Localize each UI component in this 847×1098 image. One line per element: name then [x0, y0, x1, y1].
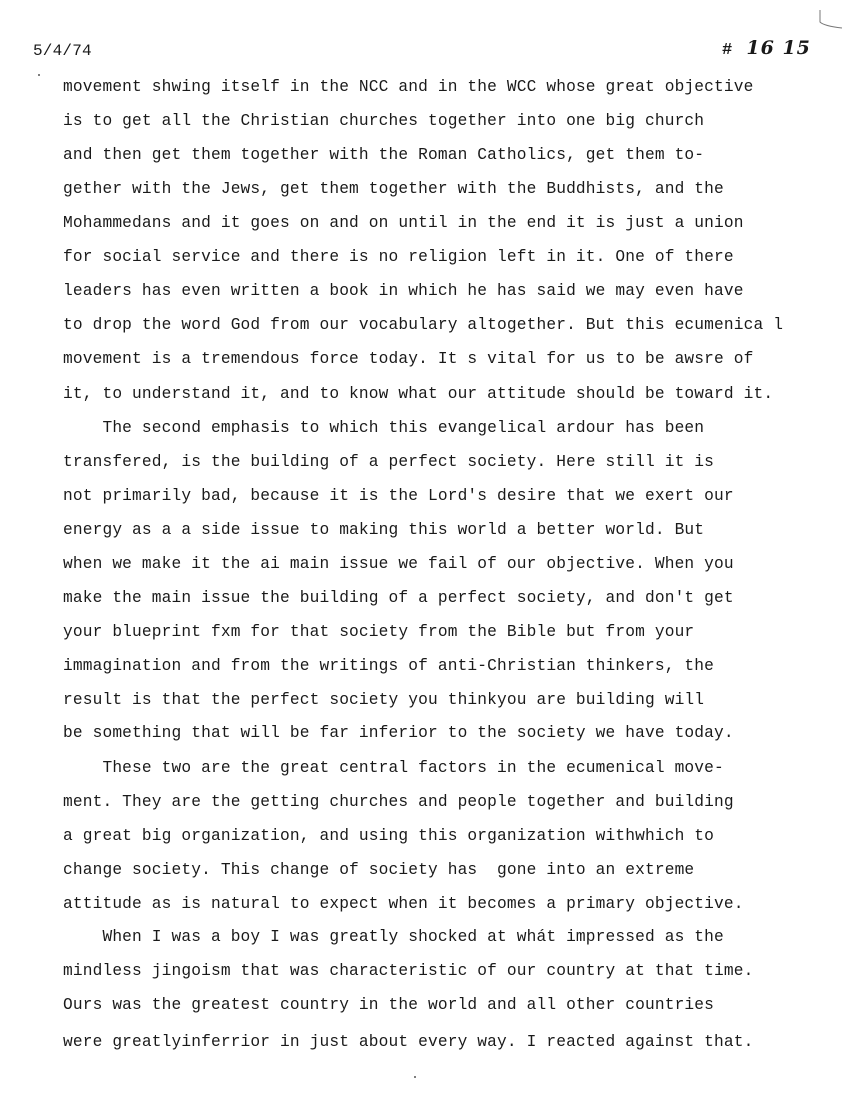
text-line: not primarily bad, because it is the Lord's desire that we exert our	[63, 487, 734, 505]
text-line: transfered, is the building of a perfect society. Here still it is	[63, 453, 715, 471]
text-line: to drop the word God from our vocabulary altogether. But this ecumenica l	[63, 316, 784, 334]
text-line: were greatlyinferrior in just about every way. I reacted against that.	[63, 1033, 754, 1051]
text-line: when we make it the ai main issue we fail of our objective. When you	[63, 555, 734, 573]
text-line: Ours was the greatest country in the world and all other countries	[63, 996, 715, 1014]
text-line: and then get them together with the Roman Catholics, get them to-	[63, 146, 705, 164]
text-line: result is that the perfect society you thinkyou are building will	[63, 691, 705, 709]
text-line: movement shwing itself in the NCC and in the WCC whose great objective	[63, 78, 754, 96]
text-line: is to get all the Christian churches together into one big church	[63, 112, 705, 130]
text-line: Mohammedans and it goes on and on until in the end it is just a union	[63, 214, 744, 232]
text-line: leaders has even written a book in which he has said we may even have	[63, 282, 744, 300]
text-line: change society. This change of society has gone into an extreme	[63, 861, 695, 879]
paper-speck	[414, 1076, 416, 1078]
text-line: movement is a tremendous force today. It s vital for us to be awsre of	[63, 350, 754, 368]
text-line: When I was a boy I was greatly shocked at whát impressed as the	[63, 928, 724, 946]
text-line: The second emphasis to which this evangelical ardour has been	[63, 419, 705, 437]
text-line: ment. They are the getting churches and people together and building	[63, 793, 734, 811]
text-line: your blueprint fxm for that society from the Bible but from your	[63, 623, 695, 641]
text-line: immagination and from the writings of anti-Christian thinkers, the	[63, 657, 715, 675]
text-line: attitude as is natural to expect when it becomes a primary objective.	[63, 895, 744, 913]
handwritten-page-number: 16 15	[746, 37, 811, 59]
page-number	[722, 37, 811, 60]
text-line: a great big organization, and using this organization withwhich to	[63, 827, 715, 845]
text-line: gether with the Jews, get them together with the Buddhists, and the	[63, 180, 724, 198]
text-line: These two are the great central factors in the ecumenical move-	[63, 759, 724, 777]
text-line: mindless jingoism that was characteristic of our country at that time.	[63, 962, 754, 980]
text-line: make the main issue the building of a perfect society, and don't get	[63, 589, 734, 607]
pencil-corner-mark	[818, 8, 844, 34]
text-line: energy as a a side issue to making this world a better world. But	[63, 521, 705, 539]
text-line: be something that will be far inferior to the society we have today.	[63, 724, 734, 742]
document-date: 5/4/74	[33, 42, 92, 60]
text-line: for social service and there is no religion left in it. One of there	[63, 248, 734, 266]
text-line: it, to understand it, and to know what our attitude should be toward it.	[63, 385, 774, 403]
page-number-prefix: #	[722, 41, 733, 60]
paper-speck	[38, 74, 40, 76]
